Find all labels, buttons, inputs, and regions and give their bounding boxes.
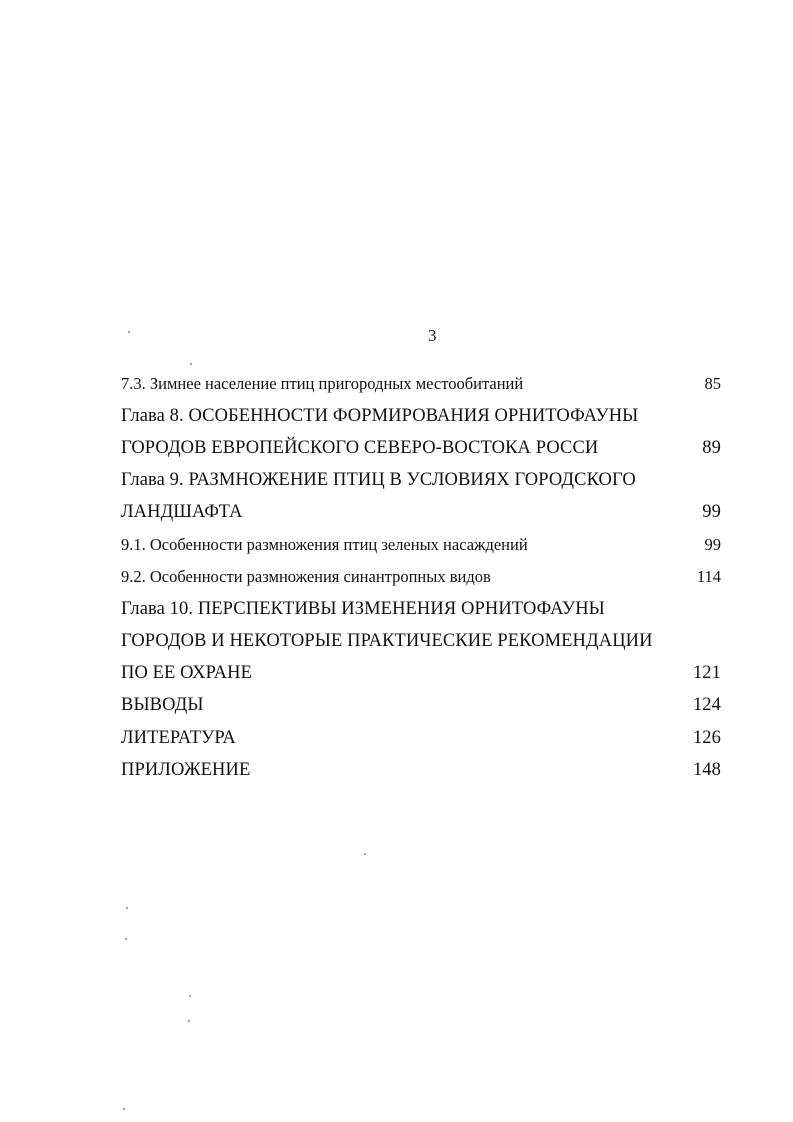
toc-entry-title: ПО ЕЕ ОХРАНЕ [121, 663, 252, 683]
toc-entry-page: 85 [704, 374, 721, 393]
toc-entry-title: Глава 8. ОСОБЕННОСТИ ФОРМИРОВАНИЯ ОРНИТОФАУНЫ [121, 406, 639, 426]
toc-entry-chapter-8 [0, 402, 793, 430]
toc-entry-title: Глава 9. РАЗМНОЖЕНИЕ ПТИЦ В УСЛОВИЯХ ГОРОДСКОГО [121, 470, 636, 490]
toc-entry-title: ГОРОДОВ ЕВРОПЕЙСКОГО СЕВЕРО-ВОСТОКА РОССИ [121, 438, 599, 458]
toc-entry-title: ЛИТЕРАТУРА [121, 728, 236, 748]
scan-speck [126, 907, 128, 909]
toc-entry-page: 148 [692, 760, 721, 780]
toc-entry-conclusions [0, 691, 793, 719]
toc-entry-chapter-10-cont [0, 627, 793, 655]
scan-speck [364, 853, 366, 855]
toc-entry-page: 99 [704, 535, 721, 554]
toc-entry-title: 9.1. Особенности размножения птиц зеленых насаждений [121, 535, 528, 554]
toc-entry-page: 99 [702, 502, 721, 522]
toc-entry-9-2 [0, 563, 793, 591]
toc-entry-chapter-9 [0, 466, 793, 494]
toc-entry-title: ПРИЛОЖЕНИЕ [121, 760, 251, 780]
toc-entry-page: 126 [692, 728, 721, 748]
scan-speck [125, 938, 127, 940]
toc-entry-page: 124 [692, 695, 721, 715]
scan-speck [189, 995, 191, 997]
toc-entry-title: ЛАНДШАФТА [121, 502, 243, 522]
page-number: 3 [428, 326, 437, 345]
toc-entry-chapter-10 [0, 595, 793, 623]
toc-entry-literature [0, 724, 793, 752]
toc-entry-9-1 [0, 531, 793, 559]
toc-entry-page: 114 [696, 567, 721, 586]
toc-entry-title: 9.2. Особенности размножения синантропных видов [121, 567, 491, 586]
toc-entry-title: 7.3. Зимнее население птиц пригородных местообитаний [121, 374, 524, 393]
scan-speck [128, 331, 130, 333]
scan-speck [123, 1108, 125, 1110]
toc-entry-chapter-9-cont [0, 498, 793, 526]
toc-entry-page: 121 [692, 663, 721, 683]
toc-entry-title: ГОРОДОВ И НЕКОТОРЫЕ ПРАКТИЧЕСКИЕ РЕКОМЕНДАЦИИ [121, 631, 653, 651]
toc-entry-title: ВЫВОДЫ [121, 695, 204, 715]
scan-speck [188, 1020, 190, 1022]
toc-entry-chapter-8-cont [0, 434, 793, 462]
toc-entry-chapter-10-end [0, 659, 793, 687]
toc-entry-page: 89 [702, 438, 721, 458]
toc-entry-appendix [0, 756, 793, 784]
toc-entry-7-3 [0, 370, 793, 398]
scan-speck [190, 363, 192, 365]
toc-entry-title: Глава 10. ПЕРСПЕКТИВЫ ИЗМЕНЕНИЯ ОРНИТОФАУНЫ [121, 599, 605, 619]
